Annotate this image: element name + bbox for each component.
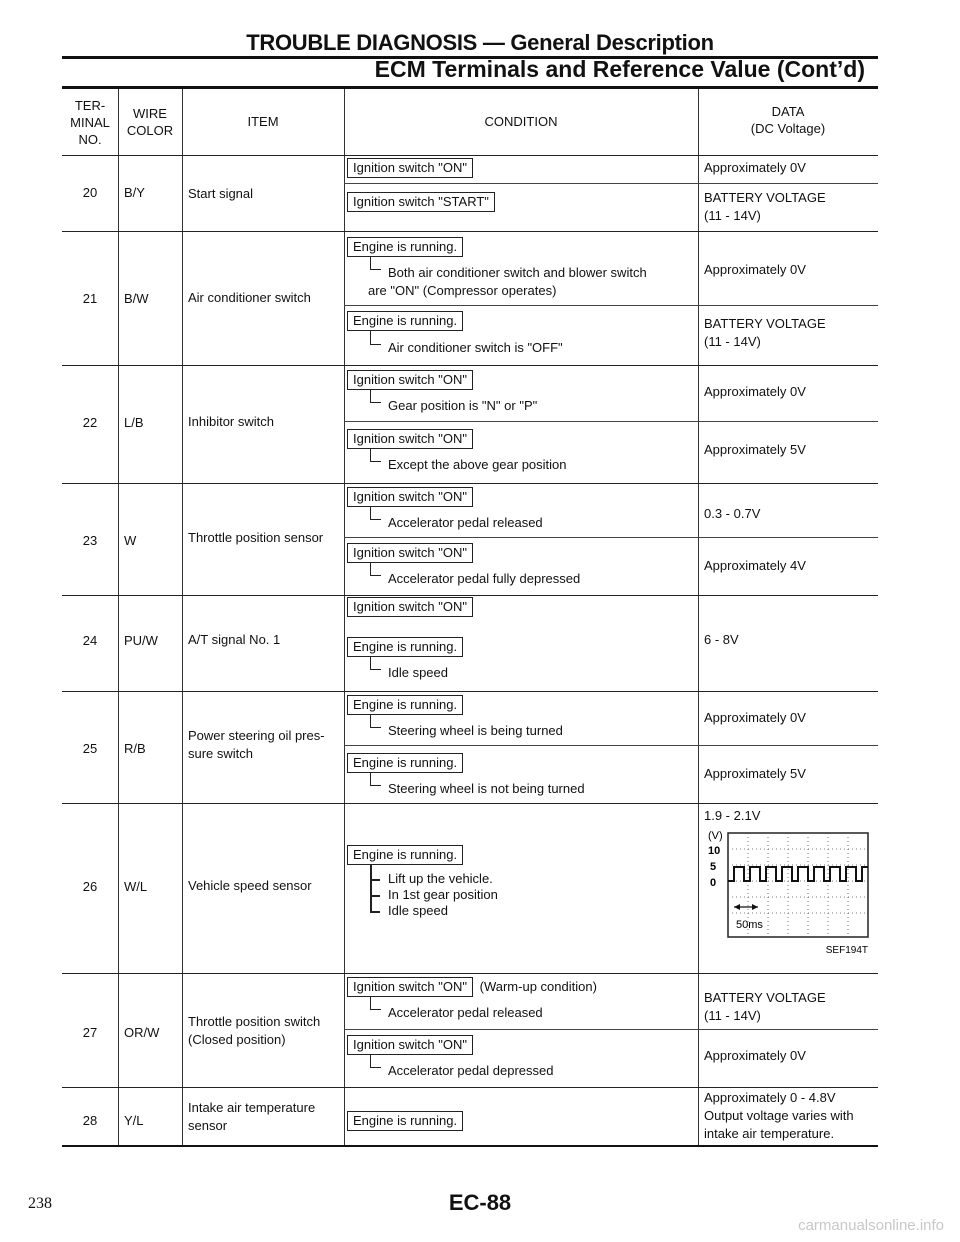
item-label: Throttle position sensor: [188, 530, 324, 545]
item-label: A/T signal No. 1: [188, 632, 281, 647]
subcondition: Lift up the vehicle.: [388, 871, 493, 886]
subcondition: Both air conditioner switch and blower switch: [388, 265, 647, 280]
condition-1: [347, 487, 692, 507]
item-line: (Closed position): [188, 1032, 286, 1047]
data-value: 6 - 8V: [704, 632, 739, 647]
subcondition: Accelerator pedal released: [388, 515, 543, 530]
waveform-graphic: [704, 827, 874, 967]
subcondition-tick: [370, 879, 380, 881]
condition-2: [347, 543, 692, 563]
condition-2: [347, 1035, 692, 1055]
data-value: 0.3 - 0.7V: [704, 506, 761, 521]
condition-box: Ignition switch "ON": [347, 977, 473, 997]
osc-unit-label: (V): [708, 830, 723, 842]
terminal-number: 25: [82, 741, 98, 756]
item-label: [188, 1099, 348, 1135]
condition-1: [347, 1111, 692, 1131]
item-line: Power steering oil pres-: [188, 728, 325, 743]
figure-code: SEF194T: [825, 945, 868, 956]
terminal-number: 26: [82, 879, 98, 894]
condition-2: [347, 192, 692, 212]
item-label: [188, 1013, 348, 1049]
data-value: [704, 315, 874, 351]
condition-box: Engine is running.: [347, 845, 463, 865]
subcondition-bracket: [370, 656, 381, 670]
data-line: BATTERY VOLTAGE: [704, 990, 826, 1005]
header-data-line: DATA: [771, 104, 805, 119]
data-value: Approximately 4V: [704, 558, 806, 573]
condition-box: Engine is running.: [347, 753, 463, 773]
condition-1: [347, 158, 692, 178]
subcondition: Accelerator pedal released: [388, 1005, 543, 1020]
subcondition: Steering wheel is being turned: [388, 723, 563, 738]
terminal-number: 28: [82, 1113, 98, 1128]
item-line: Intake air temperature: [188, 1100, 316, 1115]
wire-color: B/W: [124, 291, 149, 306]
header-terminal-line: TER-: [74, 98, 106, 113]
terminal-number: 22: [82, 415, 98, 430]
condition-box: Ignition switch "ON": [347, 370, 473, 390]
terminal-number: 20: [82, 185, 98, 200]
watermark: carmanualsonline.info: [798, 1217, 944, 1234]
osc-tick-10: 10: [708, 845, 721, 857]
table-row: [62, 595, 878, 692]
item-label: [188, 727, 348, 763]
table-row: [62, 973, 878, 1088]
wire-color: B/Y: [124, 185, 145, 200]
condition-note: (Warm-up condition): [479, 979, 597, 994]
condition-2: [347, 311, 692, 331]
row-split: [344, 421, 878, 422]
condition-box: Ignition switch "ON": [347, 487, 473, 507]
table-row: [62, 483, 878, 596]
data-value: Approximately 0V: [704, 710, 806, 725]
data-line: Approximately 0 - 4.8V: [704, 1090, 836, 1105]
item-label: Start signal: [188, 186, 254, 201]
subcondition: In 1st gear position: [388, 887, 498, 902]
item-line: sure switch: [188, 746, 254, 761]
condition-box: Engine is running.: [347, 237, 463, 257]
item-line: Throttle position switch: [188, 1014, 321, 1029]
condition-1: [347, 695, 692, 715]
data-line: Output voltage varies with: [704, 1108, 854, 1123]
data-value: [704, 189, 874, 225]
subcondition-bracket: [370, 506, 381, 520]
condition-box: Ignition switch "ON": [347, 543, 473, 563]
terminal-number: 21: [82, 291, 98, 306]
osc-arrow-head: [752, 904, 758, 910]
subcondition-bracket: [370, 1054, 381, 1068]
header-terminal: [62, 97, 118, 148]
data-line: (11 - 14V): [704, 1008, 761, 1023]
subcondition-bracket: [370, 865, 372, 913]
condition-box: Engine is running.: [347, 1111, 463, 1131]
page-subtitle: ECM Terminals and Reference Value (Cont’d): [374, 56, 865, 82]
data-line: BATTERY VOLTAGE: [704, 190, 826, 205]
header-data: [698, 103, 878, 137]
data-value: Approximately 0V: [704, 262, 806, 277]
terminal-number: 24: [82, 633, 98, 648]
condition-1: [347, 597, 692, 617]
subcondition-bracket: [370, 448, 381, 462]
table-row: [62, 231, 878, 366]
condition-box: Ignition switch "ON": [347, 1035, 473, 1055]
osc-arrow-head: [734, 904, 740, 910]
condition-box: Engine is running.: [347, 637, 463, 657]
subcondition: Gear position is "N" or "P": [388, 398, 538, 413]
table-row: [62, 803, 878, 974]
condition-box: Ignition switch "ON": [347, 158, 473, 178]
subcondition: Accelerator pedal depressed: [388, 1063, 554, 1078]
data-value: Approximately 5V: [704, 766, 806, 781]
table-row: [62, 691, 878, 804]
wire-color: W/L: [124, 879, 148, 894]
row-split: [344, 537, 878, 538]
wire-color: R/B: [124, 741, 146, 756]
subcondition-bracket: [370, 256, 381, 270]
terminal-number: 27: [82, 1025, 98, 1040]
data-value: Approximately 0V: [704, 1048, 806, 1063]
row-split: [344, 183, 878, 184]
terminal-number: 23: [82, 533, 98, 548]
data-value: Approximately 0V: [704, 160, 806, 175]
subcondition-tick: [370, 911, 380, 913]
item-label: Vehicle speed sensor: [188, 878, 312, 893]
header-wire: [118, 105, 182, 139]
header-item: ITEM: [247, 114, 279, 129]
condition-2: [347, 637, 692, 657]
header-data-line: (DC Voltage): [750, 121, 826, 136]
subcondition: Air conditioner switch is "OFF": [388, 340, 563, 355]
osc-tick-0: 0: [710, 877, 717, 889]
subcondition-bracket: [370, 331, 381, 345]
subcondition: Steering wheel is not being turned: [388, 781, 585, 796]
row-split: [344, 1029, 878, 1030]
condition-1: [347, 977, 692, 997]
subcondition: Idle speed: [388, 903, 448, 918]
header-wire-line: COLOR: [126, 123, 174, 138]
page-title: TROUBLE DIAGNOSIS — General Description: [246, 30, 714, 55]
condition-1: [347, 370, 692, 390]
header-terminal-line: NO.: [78, 132, 102, 147]
data-value: 1.9 - 2.1V: [704, 808, 761, 823]
table-row: [62, 155, 878, 232]
data-value: [704, 1089, 874, 1143]
subcondition-tick: [370, 895, 380, 897]
wire-color: OR/W: [124, 1025, 160, 1040]
wire-color: PU/W: [124, 633, 158, 648]
subcondition-bracket: [370, 714, 381, 728]
condition-2: [347, 753, 692, 773]
data-line: BATTERY VOLTAGE: [704, 316, 826, 331]
condition-box: Ignition switch "START": [347, 192, 495, 212]
condition-1: [347, 237, 692, 257]
data-value: Approximately 0V: [704, 384, 806, 399]
wire-color: L/B: [124, 415, 144, 430]
item-label: Inhibitor switch: [188, 414, 274, 429]
wire-color: Y/L: [124, 1113, 144, 1128]
header-condition: CONDITION: [484, 114, 558, 129]
data-line: (11 - 14V): [704, 334, 761, 349]
condition-box: Ignition switch "ON": [347, 429, 473, 449]
condition-box: Engine is running.: [347, 311, 463, 331]
page-number: 238: [28, 1195, 52, 1212]
item-line: sensor: [188, 1118, 228, 1133]
subcondition: are "ON" (Compressor operates): [368, 283, 557, 298]
wire-color: W: [124, 533, 137, 548]
data-value: Approximately 5V: [704, 442, 806, 457]
row-split: [344, 305, 878, 306]
subcondition-bracket: [370, 772, 381, 786]
item-label: Air conditioner switch: [188, 290, 311, 305]
osc-time-label: 50ms: [736, 919, 763, 931]
table-row: [62, 1087, 878, 1147]
data-value: [704, 989, 874, 1025]
condition-box: Ignition switch "ON": [347, 597, 473, 617]
oscilloscope-waveform: [704, 827, 874, 967]
data-line: (11 - 14V): [704, 208, 761, 223]
section-page-code: EC-88: [448, 1190, 512, 1215]
header-wire-line: WIRE: [133, 106, 167, 121]
condition-1: [347, 845, 692, 865]
data-line: intake air temperature.: [704, 1126, 835, 1141]
subcondition: Except the above gear position: [388, 457, 567, 472]
condition-2: [347, 429, 692, 449]
subcondition: Idle speed: [388, 665, 448, 680]
table-header: [62, 89, 878, 156]
subcondition: Accelerator pedal fully depressed: [388, 571, 581, 586]
subcondition-bracket: [370, 996, 381, 1010]
header-terminal-line: MINAL: [70, 115, 110, 130]
subcondition-bracket: [370, 562, 381, 576]
subcondition-bracket: [370, 389, 381, 403]
table-row: [62, 365, 878, 484]
row-split: [344, 745, 878, 746]
condition-box: Engine is running.: [347, 695, 463, 715]
osc-tick-5: 5: [710, 861, 717, 873]
osc-trace: [728, 867, 868, 881]
